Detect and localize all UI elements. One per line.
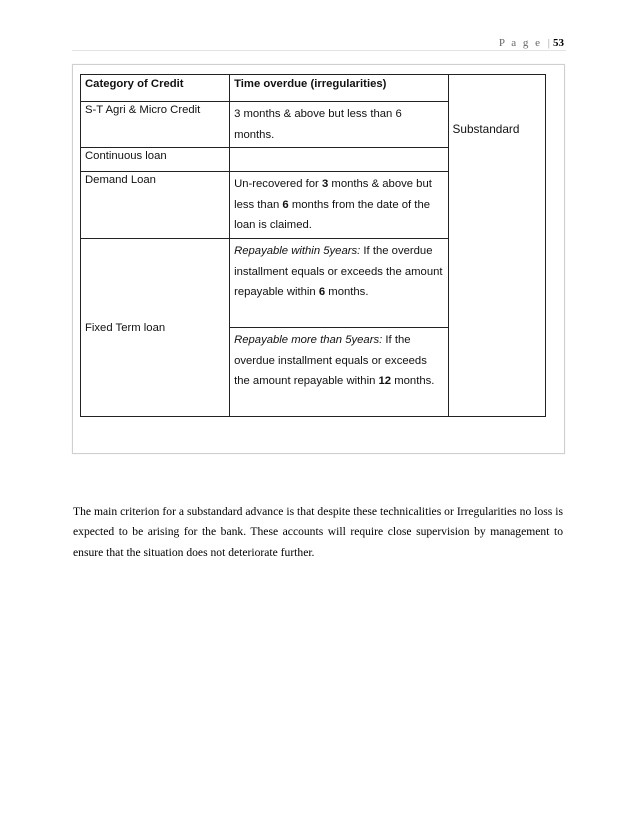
table-header-row xyxy=(81,75,546,102)
overdue-demand-bold-1: 3 xyxy=(321,178,329,190)
overdue-demand-bold-2: 6 xyxy=(282,198,289,211)
credit-classification-table xyxy=(80,74,546,417)
fixed-term-2-bold: 12 xyxy=(378,375,392,387)
category-st-agri: S-T Agri & Micro Credit xyxy=(81,102,230,148)
fixed-term-1-bold: 6 xyxy=(318,286,326,298)
overdue-st-agri: 3 months & above but less than 6 months. xyxy=(230,102,448,148)
fixed-term-1-end: months. xyxy=(325,286,369,298)
overdue-fixed-term-2 xyxy=(230,328,448,417)
overdue-continuous xyxy=(230,148,448,172)
header-category: Category of Credit xyxy=(81,75,230,102)
fixed-term-2-text: If the overdue installment equals or exceeds the amount repayable within xyxy=(234,334,427,387)
body-paragraph: The main criterion for a substandard advance is that despite these technicalities or Irregularities no loss is expected to be arising for the bank. These accounts will require close supervision by management to ensure that the situation does not deteriorate further. xyxy=(73,504,563,559)
page-separator: | xyxy=(547,37,552,49)
page-number xyxy=(499,37,564,49)
page-label: P a g e xyxy=(498,37,543,49)
header-rule xyxy=(72,50,566,51)
classification-cell xyxy=(448,75,545,417)
category-demand: Demand Loan xyxy=(81,172,230,239)
overdue-demand-mid: months & above but less than xyxy=(234,178,432,211)
overdue-demand xyxy=(230,172,448,239)
category-fixed-term: Fixed Term loan xyxy=(81,239,230,417)
fixed-term-1-italic: Repayable within 5years: xyxy=(234,245,361,257)
classification-label: Substandard xyxy=(452,122,520,136)
fixed-term-1-text: If the overdue installment equals or exceeds the amount repayable within xyxy=(234,245,443,298)
fixed-term-2-end: months. xyxy=(391,375,435,387)
page-number-value: 53 xyxy=(553,37,564,49)
overdue-demand-pre: Un-recovered for xyxy=(234,178,322,190)
overdue-demand-post: months from the date of the loan is claimed. xyxy=(234,198,431,231)
header-time-overdue: Time overdue (irregularities) xyxy=(230,75,448,102)
category-continuous: Continuous loan xyxy=(81,148,230,172)
fixed-term-2-italic: Repayable more than 5years: xyxy=(234,334,383,346)
overdue-fixed-term-1 xyxy=(230,239,448,328)
